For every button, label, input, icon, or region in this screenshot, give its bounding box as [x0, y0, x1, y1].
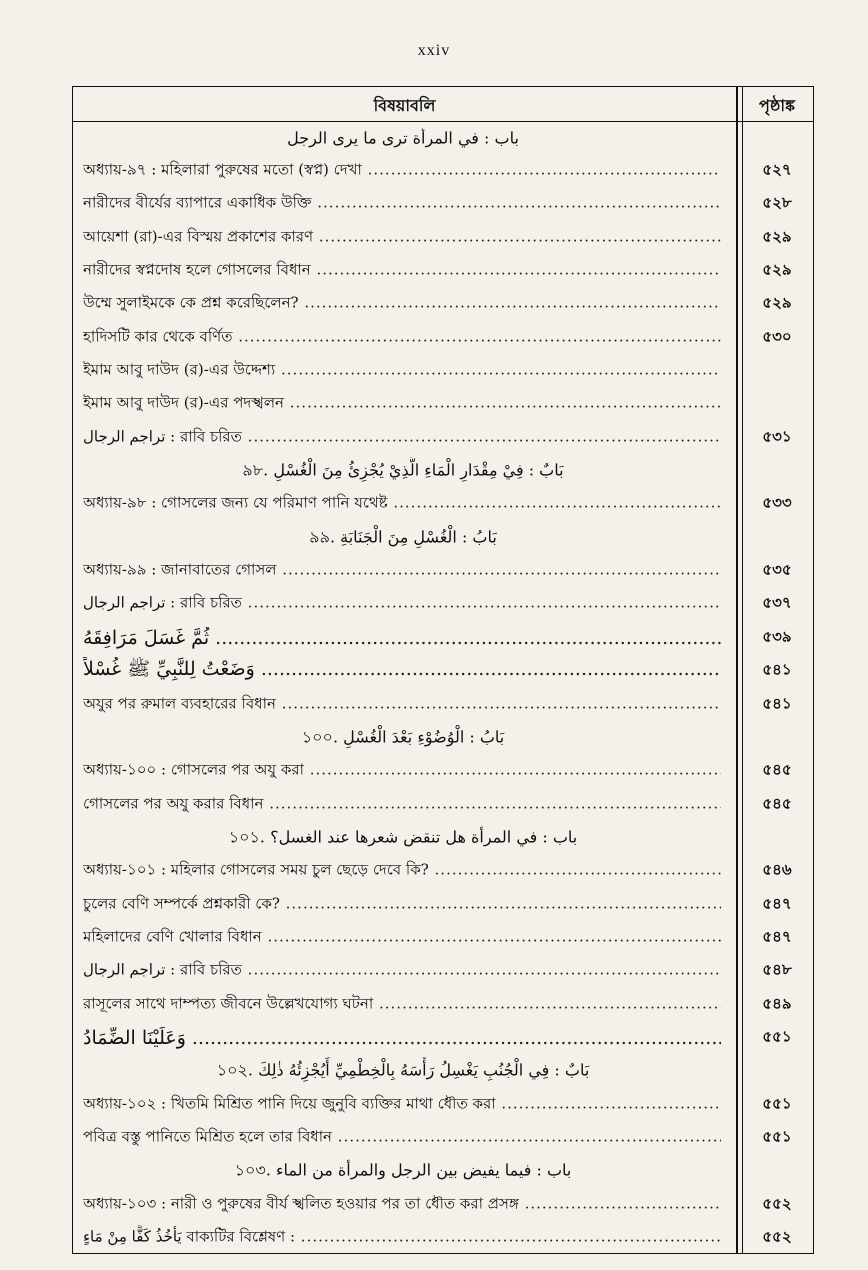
chapter-title: ১০৩. باب : فيما يفيض بين الرجل والمرأة من الماء: [234, 1160, 572, 1180]
entry-page-number: ৫৪৯: [762, 994, 792, 1013]
entry-text: অধ্যায়-১০২ : খিতমি মিশ্রিত পানি দিয়ে জুনুবি ব্যক্তির মাথা ধৌত করা .....: [83, 1092, 721, 1117]
entry-page-number: ৫৫২: [762, 1194, 792, 1213]
toc-entry: [73, 888, 813, 921]
toc-entry: [73, 1088, 813, 1121]
entry-text: অধ্যায়-১০১ : মহিলার গোসলের সময় চুল ছেড়ে দেবে কি? .....: [83, 859, 721, 884]
entry-page-number: ৫৩১: [762, 427, 792, 446]
table-of-contents: [72, 86, 814, 1254]
entry-page-number: ৫৩৫: [762, 560, 792, 579]
entry-page-number: ৫৪১: [762, 694, 792, 713]
toc-entry: [73, 788, 813, 821]
chapter-title: ১০২. بَابٌ : فِي الْجُنُبِ يَغْسِلُ رَأْسَهُ بِالْخِطْمِيِّ أَيُجْزِئُهُ ذٰلِكَ: [216, 1060, 590, 1080]
toc-entry: [73, 688, 813, 721]
chapter-heading: [73, 1055, 813, 1088]
entry-text: وَعَلَيْنَا الضِّمَادُ .....: [83, 1027, 721, 1049]
toc-entry: [73, 554, 813, 587]
toc-rows: [73, 121, 813, 1255]
chapter-title: ৯৮. بَابٌ : فِيْ مِقْدَارِ الْمَاءِ الَّذِيْ يُجْزِئُ مِنَ الْغُسْلِ: [242, 460, 564, 480]
entry-text: অধ্যায়-১০০ : গোসলের পর অযু করা .....: [83, 759, 721, 784]
toc-entry: [73, 988, 813, 1021]
toc-entry: [73, 1221, 813, 1254]
toc-entry: [73, 1121, 813, 1154]
chapter-heading: [73, 121, 813, 154]
entry-text: চুলের বেণি সম্পর্কে প্রশ্নকারী কে? .....: [83, 892, 721, 917]
entry-page-number: ৫৪১: [762, 660, 792, 679]
header-title: বিষয়াবলি: [373, 96, 436, 115]
toc-entry: [73, 1188, 813, 1221]
entry-text: অধ্যায়-৯৭ : মহিলারা পুরুষের মতো (স্বপ্ন) দেখা .....: [83, 159, 721, 184]
toc-entry: [73, 421, 813, 454]
entry-text: গোসলের পর অযু করার বিধান .....: [83, 792, 721, 817]
toc-header: [73, 87, 813, 122]
toc-entry: [73, 655, 813, 688]
entry-page-number: ৫৫১: [762, 1027, 792, 1046]
entry-text: নারীদের স্বপ্নদোষ হলে গোসলের বিধান .....: [83, 259, 721, 284]
entry-page-number: ৫২৯: [762, 293, 792, 312]
entry-page-number: ৫৪৭: [762, 927, 792, 946]
entry-text: অযুর পর রুমাল ব্যবহারের বিধান .....: [83, 692, 721, 717]
toc-entry: [73, 755, 813, 788]
chapter-title: ৯৯. بَابُ : الْغُسْلِ مِنَ الْجَنَابَةِ: [309, 527, 497, 547]
entry-text: ইমাম আবু দাউদ (র)-এর উদ্দেশ্য .....: [83, 359, 721, 384]
entry-text: রাসূলের সাথে দাম্পত্য জীবনে উল্লেখযোগ্য ঘটনা .....: [83, 992, 721, 1017]
toc-entry: [73, 221, 813, 254]
entry-page-number: ৫৩৯: [762, 627, 792, 646]
entry-text: تراجم الرجال : রাবি চরিত .....: [83, 592, 721, 617]
entry-page-number: ৫২৮: [762, 193, 792, 212]
toc-entry: [73, 955, 813, 988]
entry-page-number: ৫২৯: [762, 260, 792, 279]
entry-text: অধ্যায়-৯৯ : জানাবাতের গোসল .....: [83, 559, 721, 584]
entry-text: ثُمَّ غَسَلَ مَرَافِقَهُ .....: [83, 627, 721, 649]
entry-text: অধ্যায়-১০৩ : নারী ও পুরুষের বীর্য স্খলিত হওয়ার পর তা ধৌত করা প্রসঙ্গ .....: [83, 1192, 721, 1217]
entry-text: নারীদের বীর্যের ব্যাপারে একাধিক উক্তি .....: [83, 192, 721, 217]
entry-text: وَضَعْتُ لِلنَّبِيِّ ﷺ غُسْلاً .....: [83, 657, 721, 685]
toc-entry: [73, 488, 813, 521]
entry-text: পবিত্র বস্তু পানিতে মিশ্রিত হলে তার বিধান .....: [83, 1125, 721, 1150]
toc-entry: [73, 354, 813, 387]
toc-entry: [73, 621, 813, 654]
chapter-heading: [73, 1155, 813, 1188]
entry-page-number: ৫৩৩: [762, 493, 792, 512]
entry-page-number: ৫৩০: [762, 327, 792, 346]
entry-page-number: ৫২৭: [762, 160, 792, 179]
chapter-heading: [73, 821, 813, 854]
entry-page-number: ৫২৯: [762, 227, 792, 246]
toc-entry: [73, 921, 813, 954]
entry-text: يَأْخُذُ كَفًّا مِنْ مَاءٍ বাক্যটির বিশ্লেষণ : .....: [83, 1226, 721, 1251]
chapter-title: ১০০. بَابُ : الْوُضُوْءِ بَعْدَ الْغُسْلِ: [301, 727, 505, 747]
entry-text: উম্মে সুলাইমকে কে প্রশ্ন করেছিলেন? .....: [83, 292, 721, 317]
entry-text: تراجم الرجال : রাবি চরিত .....: [83, 425, 721, 450]
entry-page-number: ৫৫১: [762, 1127, 792, 1146]
entry-page-number: ৫৪৬: [762, 860, 792, 879]
chapter-heading: [73, 721, 813, 754]
toc-entry: [73, 254, 813, 287]
chapter-heading: [73, 521, 813, 554]
toc-entry: [73, 188, 813, 221]
toc-entry: [73, 154, 813, 187]
entry-text: تراجم الرجال : রাবি চরিত .....: [83, 959, 721, 984]
entry-page-number: ৫৪৫: [762, 794, 792, 813]
toc-entry: [73, 1021, 813, 1054]
entry-page-number: ৫৫১: [762, 1094, 792, 1113]
toc-entry: [73, 855, 813, 888]
entry-page-number: ৫৪৫: [762, 760, 792, 779]
entry-text: ইমাম আবু দাউদ (র)-এর পদস্খলন .....: [83, 392, 721, 417]
chapter-title: ১০১. باب : في المرأة هل تنقض شعرها عند الغسل؟: [228, 827, 578, 847]
entry-text: আয়েশা (রা)-এর বিস্ময় প্রকাশের কারণ .....: [83, 225, 721, 250]
toc-entry: [73, 288, 813, 321]
toc-entry: [73, 388, 813, 421]
toc-entry: [73, 321, 813, 354]
entry-page-number: ৫৫২: [762, 1227, 792, 1246]
toc-entry: [73, 588, 813, 621]
entry-text: হাদিসটি কার থেকে বর্ণিত .....: [83, 325, 721, 350]
entry-page-number: ৫৪৮: [762, 960, 792, 979]
page-number: xxiv: [417, 42, 451, 59]
entry-page-number: ৫৩৭: [762, 593, 792, 612]
entry-text: অধ্যায়-৯৮ : গোসলের জন্য যে পরিমাণ পানি যথেষ্ট .....: [83, 492, 721, 517]
chapter-heading: [73, 454, 813, 487]
chapter-title: باب : في المرأة ترى ما يرى الرجل: [287, 128, 519, 148]
header-page-label: পৃষ্ঠাঙ্ক: [759, 96, 795, 115]
entry-text: মহিলাদের বেণি খোলার বিধান .....: [83, 925, 721, 950]
entry-page-number: ৫৪৭: [762, 894, 792, 913]
